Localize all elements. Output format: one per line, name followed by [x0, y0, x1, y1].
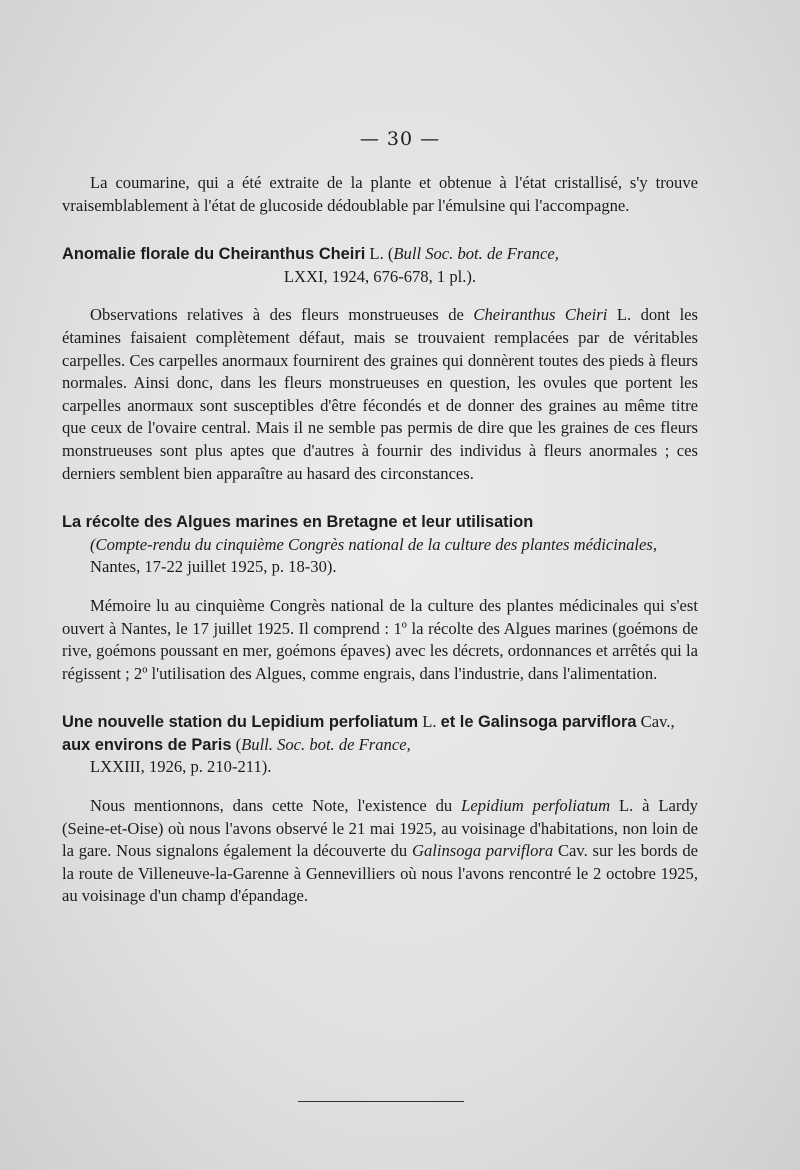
title-part: aux environs de Paris: [62, 735, 232, 754]
ref-italic: (Compte-rendu du cinquième Congrès national de la culture des plantes médicinales,: [90, 534, 658, 554]
page-number: — 30 —: [359, 128, 441, 150]
body-italic: Lepidium perfoliatum: [461, 796, 611, 816]
section-body: [62, 795, 698, 908]
section-heading: [62, 711, 698, 756]
body-text: L. dont les étamines faisaient complètement défaut, mais se trouvaient remplacées par de véritables carpelles. Ces carpelles anormaux fournirent des graines qui donnèrent toutes des pieds à fleurs normales. Ainsi donc, dans les fleurs monstrueuses en question, les ovules que portent les carpelles anormaux sont susceptibles d'être fécondés et de donner des graines au même titre que ceux de l'ovaire central. Mais il ne semble pas permis de dire que les graines de ces fleurs monstrueuses sont plus aptes que d'autres à fournir des individus à fleurs anormales ; ces derniers semblent bien apparaître au hasard des circonstances.: [62, 305, 698, 483]
body-italic: Galinsoga parviflora: [411, 841, 554, 861]
ref-journal: Bull. Soc. bot. de France,: [241, 734, 411, 754]
section-body: [62, 304, 698, 485]
page-content: [62, 172, 698, 908]
reference-line: [62, 534, 698, 579]
section-algues: [62, 511, 698, 685]
body-text: Observations relatives à des fleurs monstrueuses de: [90, 305, 474, 325]
title-part: et le Galinsoga parviflora: [440, 713, 637, 732]
section-heading: [62, 511, 698, 534]
section-lepidium: [62, 711, 698, 908]
reference-line: LXXIII, 1926, p. 210-211).: [90, 757, 272, 777]
ref-open: (: [387, 244, 394, 264]
body-text: Cav. sur les bords de la route de Villeneuve-la-Garenne à Gennevilliers où nous l'avons rencontré le 2 octobre 1925, au voisinage d'un champ d'épandage.: [62, 841, 699, 906]
end-rule: [298, 1101, 464, 1102]
body-text: L. à Lardy (Seine-et-Oise) où nous l'avons observé le 21 mai 1925, au voisinage d'habitations, non loin de la gare. Nous signalons également la découverte du: [62, 796, 698, 861]
ref-text: Nantes, 17-22 juillet 1925, p. 18-30).: [90, 557, 337, 577]
section-body: Mémoire lu au cinquième Congrès national de la culture des plantes médicinales qui s'est ouvert à Nantes, le 17 juillet 1925. Il comprend : 1º la récolte des Algues marines (goémons de rive, goémons poussant en mer, goémons épaves) avec les décrets, ordonnances et arrêtés qui la régissent ; 2º l'utilisation des Algues, comme engrais, dans l'industrie, dans l'alimentation.: [62, 595, 698, 683]
section-title: Une nouvelle station du Lepidium perfoliatum: [62, 713, 419, 732]
section-title: Anomalie florale du Cheiranthus Cheiri: [62, 245, 366, 264]
section-title: La récolte des Algues marines en Bretagne et leur utilisation: [62, 513, 534, 532]
section-heading: [62, 243, 698, 266]
title-suffix: L.: [365, 244, 388, 264]
section-cheiranthus: [62, 243, 698, 485]
title-part: Cav.,: [636, 712, 675, 732]
body-text: Nous mentionnons, dans cette Note, l'existence du: [90, 796, 462, 816]
ref-open: (: [231, 734, 242, 754]
body-italic: Cheiranthus Cheiri: [473, 305, 608, 325]
ref-journal: Bull Soc. bot. de France,: [393, 244, 559, 264]
intro-paragraph: La coumarine, qui a été extraite de la plante et obtenue à l'état cristallisé, s'y trouve vraisemblablement à l'état de glucoside dédoublable par l'émulsine qui l'accompagne.: [62, 173, 698, 215]
title-part: L.: [418, 712, 441, 732]
reference-line: LXXI, 1924, 676-678, 1 pl.).: [283, 266, 477, 286]
